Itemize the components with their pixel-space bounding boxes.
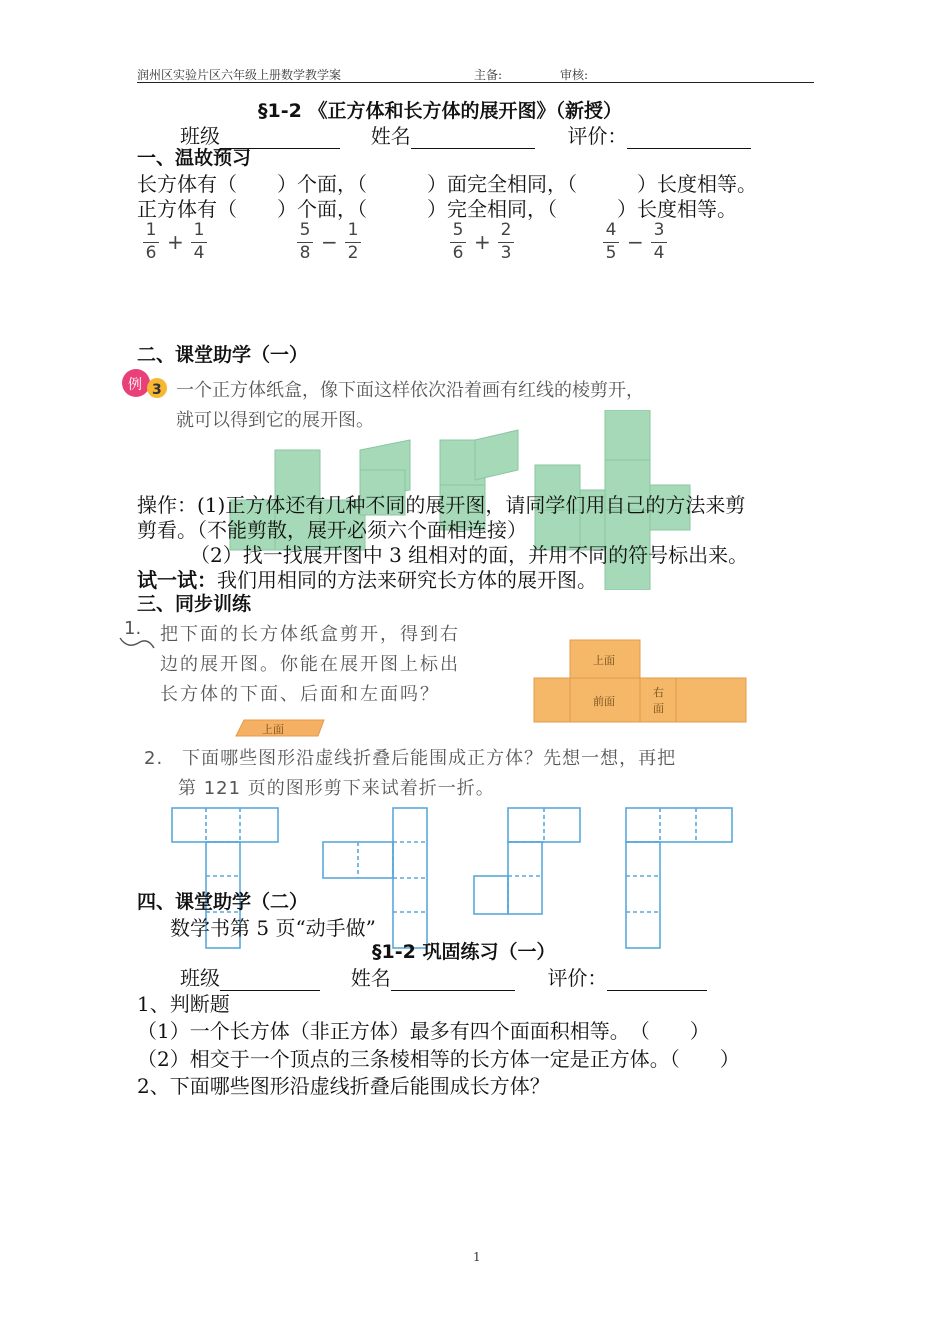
- fraction-numerator: 5: [299, 220, 311, 240]
- fraction-denominator: 6: [145, 243, 157, 263]
- q1-line1: 把下面的长方体纸盒剪开，得到右: [160, 624, 460, 645]
- cube-net-c: [474, 808, 580, 914]
- net-label-right-2: 面: [653, 702, 664, 715]
- section-4-text: 数学书第 5 页“动手做”: [170, 916, 376, 940]
- cuboid-net-illustration: [530, 636, 752, 728]
- fraction-numerator: 1: [347, 220, 359, 240]
- cube-net-face: [605, 410, 650, 460]
- header-preparer: 主备:: [474, 68, 503, 82]
- practice-name-blank[interactable]: [391, 972, 515, 991]
- fraction-denominator: 4: [653, 243, 665, 263]
- net-label-right-1: 右: [653, 686, 664, 699]
- sec1-line2: 正方体有（ ）个面，（ ）完全相同，（ ）长度相等。: [137, 197, 737, 221]
- eval-label: 评价：: [567, 124, 628, 148]
- operation-2: （2）找一找展开图中 3 组相对的面，并用不同的符号标出来。: [190, 543, 749, 567]
- fraction-operator: −: [321, 230, 338, 254]
- fraction-operator: −: [627, 230, 644, 254]
- try-label: 试一试：: [137, 568, 217, 592]
- practice-q1a: （1）一个长方体（非正方体）最多有四个面面积相等。 （ ）: [137, 1019, 710, 1043]
- page-title: §1-2 《正方体和长方体的展开图》（新授）: [258, 100, 622, 122]
- class-label: 班级: [180, 124, 220, 148]
- fraction-numerator: 1: [145, 220, 157, 240]
- fraction-numerator: 5: [452, 220, 464, 240]
- fraction-numerator: 1: [193, 220, 205, 240]
- fraction-denominator: 8: [299, 243, 311, 263]
- header-title: 润州区实验片区六年级上册数学教学案: [137, 68, 342, 82]
- handwritten-mark-icon: [118, 632, 158, 654]
- sec1-line1: 长方体有（ ）个面，（ ）面完全相同，（ ）长度相等。: [137, 172, 757, 196]
- example-badge-number: 3: [152, 382, 162, 398]
- cube-net-d: [626, 808, 732, 948]
- practice-eval-label: 评价：: [547, 966, 608, 990]
- net-face-back: [676, 678, 746, 722]
- eval-blank[interactable]: [627, 130, 751, 149]
- section-1-heading: 一、温故预习: [137, 147, 252, 169]
- fraction-denominator: 5: [605, 243, 617, 263]
- section-4-heading: 四、课堂助学（二）: [137, 891, 309, 913]
- net-label-front: 前面: [593, 695, 615, 708]
- fraction-numerator: 2: [500, 220, 512, 240]
- q1-number: 1.: [124, 618, 142, 639]
- page-number: 1: [473, 1250, 481, 1264]
- name-label: 姓名: [370, 124, 411, 148]
- name-blank[interactable]: [411, 130, 535, 149]
- example-badge-icon: [120, 366, 180, 406]
- practice-info-line: [180, 962, 707, 991]
- q2-line1: 2. 下面哪些图形沿虚线折叠后能围成正方体？先想一想，再把: [144, 748, 677, 769]
- example-text-line2: 就可以得到它的展开图。: [176, 410, 374, 431]
- header-reviewer: 审核:: [560, 68, 589, 82]
- section-3-heading: 三、同步训练: [137, 593, 252, 615]
- practice-q1b: （2）相交于一个顶点的三条棱相等的长方体一定是正方体。（ ）: [137, 1047, 740, 1071]
- example-text-line1: 一个正方体纸盒，像下面这样依次沿着画有红线的棱剪开，: [176, 380, 644, 401]
- try-text: 我们用相同的方法来研究长方体的展开图。: [217, 568, 597, 592]
- net-face-left: [534, 678, 570, 722]
- practice-name-label: 姓名: [350, 966, 391, 990]
- fraction-denominator: 6: [452, 243, 464, 263]
- practice-class-blank[interactable]: [220, 972, 320, 991]
- operation-1-cont: 剪看。（不能剪散，展开必须六个面相连接）: [137, 518, 527, 542]
- practice-eval-blank[interactable]: [607, 972, 707, 991]
- cube-net-face: [475, 430, 518, 480]
- q1-line2: 边的展开图。你能在展开图上标出: [160, 654, 460, 675]
- net-face-right: [640, 678, 676, 722]
- header-rule: [137, 82, 814, 83]
- example-badge-label: 例: [128, 377, 142, 393]
- practice-class-label: 班级: [180, 966, 220, 990]
- fraction-denominator: 4: [193, 243, 205, 263]
- q1-line3: 长方体的下面、后面和左面吗？: [160, 684, 440, 705]
- net-label-top: 上面: [593, 654, 615, 667]
- section-2-heading: 二、课堂助学（一）: [137, 344, 309, 366]
- practice-q2: 2、下面哪些图形沿虚线折叠后能围成长方体？: [137, 1074, 550, 1098]
- fraction-operator: +: [474, 230, 491, 254]
- box-illustration: [228, 716, 328, 740]
- practice-title: §1-2 巩固练习（一）: [372, 941, 556, 963]
- operation-1: 操作：(1)正方体还有几种不同的展开图，请同学们用自己的方法来剪: [137, 493, 746, 517]
- q2-line2: 第 121 页的图形剪下来试着折一折。: [178, 778, 495, 799]
- box-top-label: 上面: [262, 723, 284, 736]
- info-line: [180, 120, 751, 149]
- fraction-denominator: 3: [500, 243, 512, 263]
- fraction-numerator: 4: [605, 220, 617, 240]
- fraction-numerator: 3: [653, 220, 665, 240]
- practice-q1: 1、判断题: [137, 992, 230, 1016]
- fraction-operator: +: [167, 230, 184, 254]
- fraction-denominator: 2: [347, 243, 359, 263]
